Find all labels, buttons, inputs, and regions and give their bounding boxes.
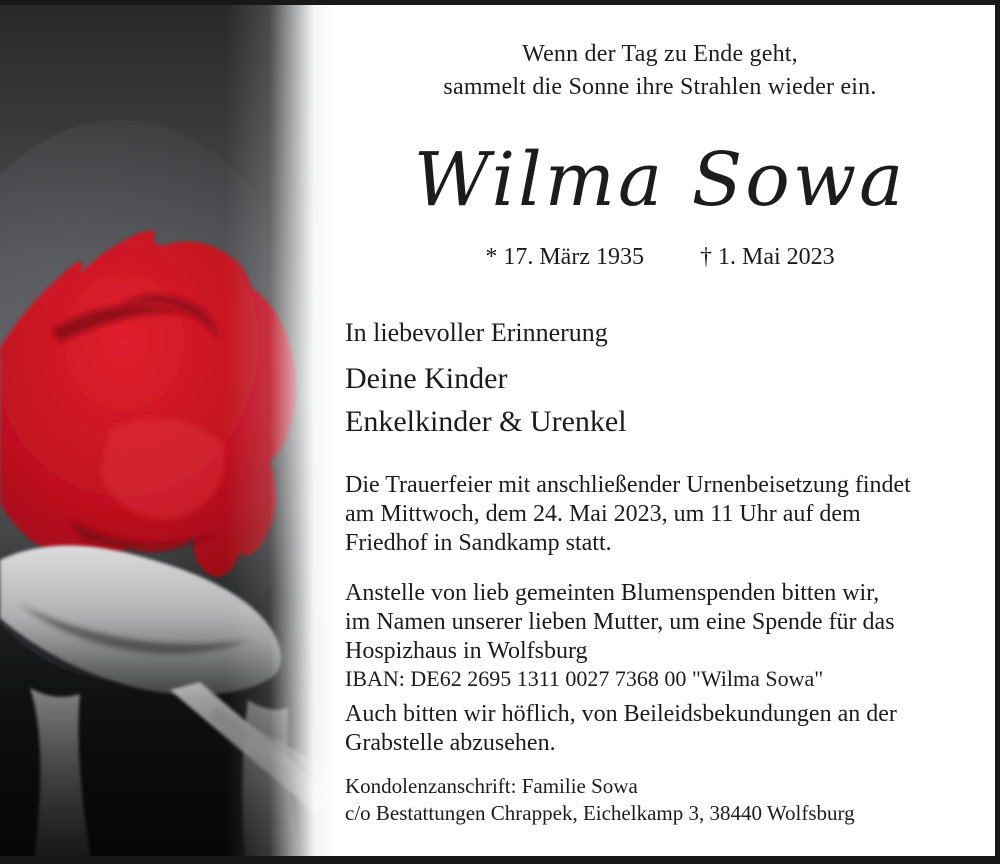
address-line: c/o Bestattungen Chrappek, Eichelkamp 3, 38440 Wolfsburg bbox=[345, 801, 855, 825]
birth-date: * 17. März 1935 bbox=[485, 244, 644, 270]
epigraph-line: sammelt die Sonne ihre Strahlen wieder ein. bbox=[443, 74, 877, 100]
deceased-name: Wilma Sowa bbox=[413, 137, 907, 223]
mourners-list bbox=[345, 357, 627, 443]
condolence-address bbox=[345, 773, 855, 827]
funeral-line: Friedhof in Sandkamp statt. bbox=[345, 530, 612, 556]
donation-line: im Namen unserer lieben Mutter, um eine Spende für das bbox=[345, 609, 895, 635]
iban-line: IBAN: DE62 2695 1311 0027 7368 00 "Wilma Sowa" bbox=[345, 666, 824, 691]
donation-paragraph bbox=[345, 579, 895, 666]
epigraph bbox=[336, 38, 984, 104]
notice-text-column bbox=[336, 0, 984, 864]
condolence-paragraph bbox=[345, 700, 897, 758]
rose-illustration bbox=[0, 0, 336, 864]
epigraph-line: Wenn der Tag zu Ende geht, bbox=[522, 41, 798, 67]
condolence-line: Grabstelle abzusehen. bbox=[345, 730, 556, 756]
condolence-line: Auch bitten wir höflich, von Beileidsbekundungen an der bbox=[345, 701, 897, 727]
address-line: Kondolenzanschrift: Familie Sowa bbox=[345, 774, 638, 798]
funeral-line: am Mittwoch, dem 24. Mai 2023, um 11 Uhr auf dem bbox=[345, 501, 861, 527]
life-dates bbox=[336, 242, 984, 272]
remembrance-text: In liebevoller Erinnerung bbox=[345, 318, 608, 347]
donation-line: Hospizhaus in Wolfsburg bbox=[345, 638, 588, 664]
rose-photo bbox=[0, 0, 336, 864]
funeral-paragraph bbox=[345, 471, 911, 558]
donation-line: Anstelle von lieb gemeinten Blumenspenden bitten wir, bbox=[345, 580, 880, 606]
death-date: † 1. Mai 2023 bbox=[699, 244, 835, 270]
mourner-line: Deine Kinder bbox=[345, 362, 508, 395]
mourner-line: Enkelkinder & Urenkel bbox=[345, 405, 627, 438]
funeral-line: Die Trauerfeier mit anschließender Urnenbeisetzung findet bbox=[345, 472, 911, 498]
